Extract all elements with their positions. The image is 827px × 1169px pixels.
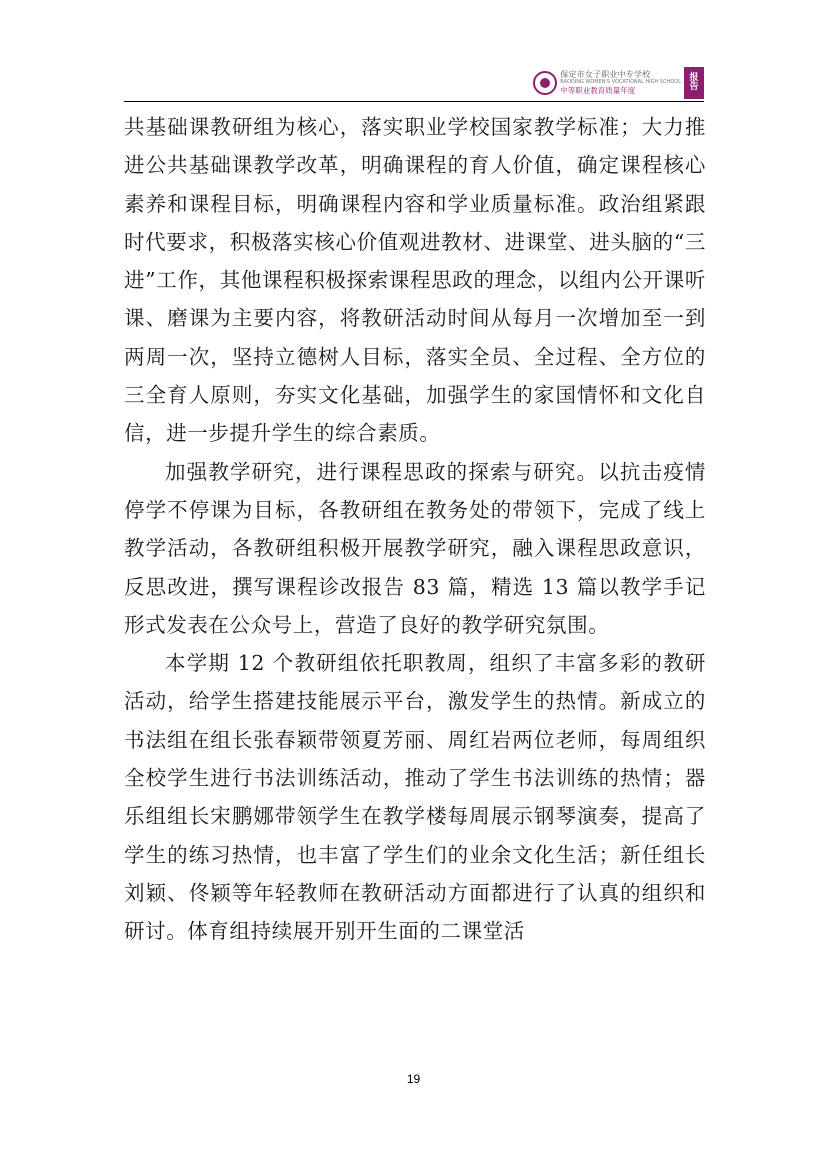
school-name-cn: 保定市女子职业中专学校	[560, 70, 651, 80]
paragraph-teaching-research: 加强教学研究，进行课程思政的探索与研究。以抗击疫情停学不停课为目标，各教研组在教务处的带领下，完成了线上教学活动，各教研组积极开展教学研究，融入课程思政意识，反思改进，撰写课程诊改报告 83 篇，精选 13 篇以教学手记形式发表在公众号上，营造了良好的教学研究氛围。	[124, 459, 706, 637]
report-badge-char-1: 报	[689, 72, 699, 83]
report-badge-char-2: 告	[689, 82, 699, 92]
report-subtitle: 中等职业教育质量年度	[560, 86, 636, 96]
document-body	[124, 108, 706, 951]
paragraph-continuation: 共基础课教研组为核心，落实职业学校国家教学标准；大力推进公共基础课教学改革，明确课程的育人价值，确定课程核心素养和课程目标，明确课程内容和学业质量标准。政治组紧跟时代要求，积极落实核心价值观进教材、进课堂、进头脑的“三进”工作，其他课程积极探索课程思政的理念，以组内公开课听课、磨课为主要内容，将教研活动时间从每月一次增加至一到两周一次，坚持立德树人目标，落实全员、全过程、全方位的三全育人原则，夯实文化基础，加强学生的家国情怀和文化自信，进一步提升学生的综合素质。	[124, 115, 706, 446]
school-seal-icon	[533, 71, 557, 95]
school-name-en: BAODING WOMEN'S VOCATIONAL HIGH SCHOOL	[560, 79, 681, 86]
paragraph-research-groups: 本学期 12 个教研组依托职教周，组织了丰富多彩的教研活动，给学生搭建技能展示平台，激发学生的热情。新成立的书法组在组长张春颖带领夏芳丽、周红岩两位老师，每周组织全校学生进行书法训练活动，推动了学生书法训练的热情；器乐组组长宋鹏娜带领学生在教学楼每周展示钢琴演奏，提高了学生的练习热情，也丰富了学生们的业余文化生活；新任组长刘颖、佟颖等年轻教师在教研活动方面都进行了认真的组织和研讨。体育组持续展开别开生面的二课堂活	[124, 651, 706, 944]
header-divider	[124, 101, 704, 102]
page-number: 19	[406, 1072, 421, 1086]
school-logo	[533, 66, 704, 100]
page-header	[124, 62, 704, 102]
report-badge	[684, 67, 704, 99]
